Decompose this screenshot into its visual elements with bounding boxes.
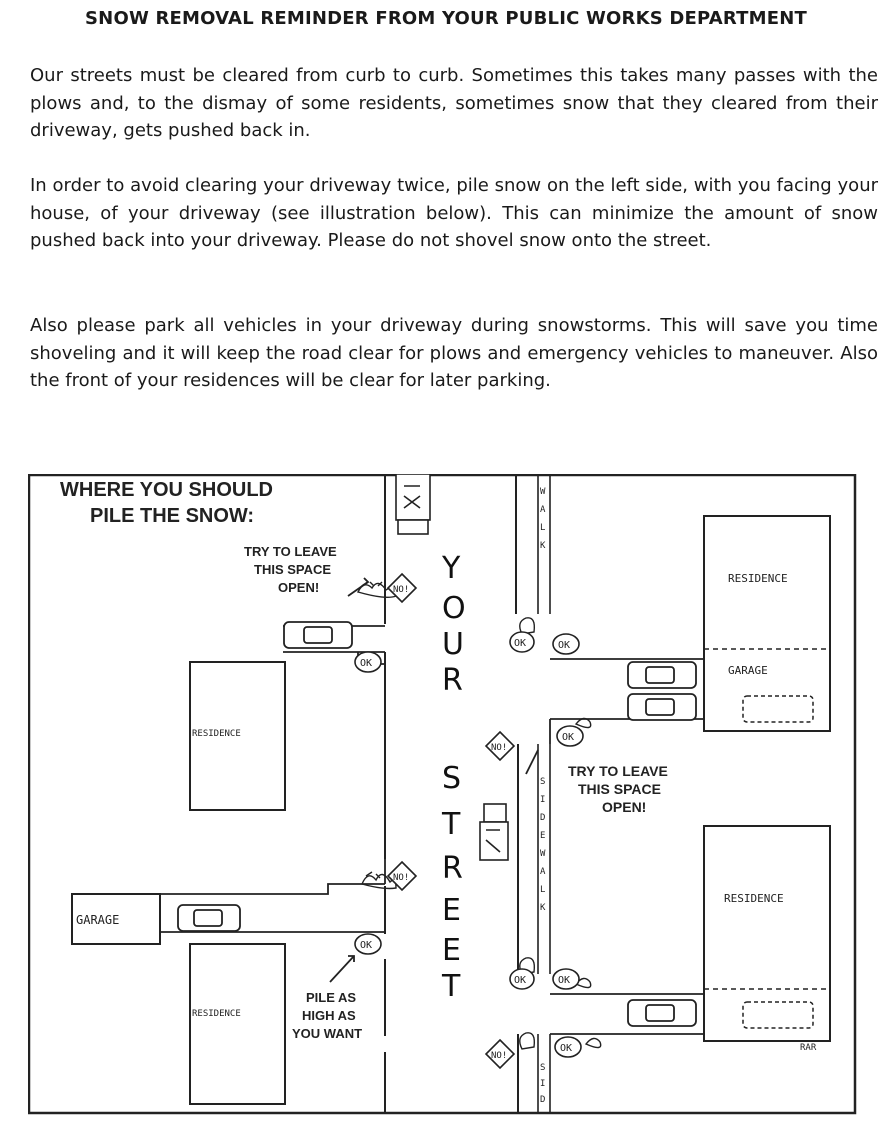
residence-left-top-label: RESIDENCE — [192, 729, 241, 739]
note-pile-line2: HIGH AS — [302, 1008, 356, 1023]
ok-badge — [355, 934, 381, 954]
svg-text:S: S — [442, 761, 462, 796]
svg-text:OK: OK — [562, 732, 575, 743]
svg-text:D: D — [540, 1095, 546, 1105]
svg-text:R: R — [442, 851, 463, 886]
svg-text:NO!: NO! — [491, 1051, 508, 1061]
artist-signature: RAR — [800, 1043, 817, 1053]
svg-text:O: O — [442, 591, 466, 626]
svg-text:L: L — [540, 523, 546, 533]
svg-text:I: I — [540, 795, 546, 805]
ok-badge — [555, 1037, 581, 1057]
illustration-heading-line2: PILE THE SNOW: — [90, 505, 255, 527]
svg-text:I: I — [540, 1079, 546, 1089]
garage-left-label: GARAGE — [76, 913, 120, 927]
svg-text:OK: OK — [560, 1043, 573, 1054]
paragraph-pile-left: In order to avoid clearing your driveway twice, pile snow on the left side, with you facing your house, of your driveway (see illustration below). This can minimize the amount of snow pushed back into your driveway. Please do not shovel snow onto the street. — [30, 175, 878, 251]
svg-text:OK: OK — [514, 975, 527, 986]
residence-right-top — [704, 516, 830, 731]
svg-text:OK: OK — [558, 975, 571, 986]
sidewalk-label-bottom — [540, 1063, 545, 1105]
snowplow-truck-middle — [480, 804, 508, 860]
note-pile-line3: YOU WANT — [292, 1026, 363, 1041]
svg-text:R: R — [442, 663, 463, 698]
svg-text:U: U — [442, 627, 464, 662]
illustration-heading-line1: WHERE YOU SHOULD — [60, 479, 273, 501]
svg-text:OK: OK — [360, 658, 373, 669]
snow-pile-illustration — [28, 474, 858, 1116]
svg-text:W: W — [540, 849, 546, 859]
residence-right-top-label: RESIDENCE — [728, 572, 788, 585]
svg-text:K: K — [540, 903, 546, 913]
svg-text:D: D — [540, 813, 546, 823]
svg-text:NO!: NO! — [491, 743, 508, 753]
svg-text:W: W — [540, 487, 546, 497]
residence-left-bottom — [190, 944, 285, 1104]
svg-text:OK: OK — [514, 638, 527, 649]
svg-text:E: E — [442, 893, 461, 928]
snowplow-truck-top — [396, 474, 430, 534]
svg-text:K: K — [540, 541, 546, 551]
paragraph-park-vehicles: Also please park all vehicles in your driveway during snowstorms. This will save you time shoveling and it will keep the road clear for plows and emergency vehicles to maneuver. Also the front of your residences will be clear for later parking. — [30, 315, 878, 391]
svg-text:OK: OK — [558, 640, 571, 651]
svg-text:NO!: NO! — [393, 585, 410, 595]
svg-text:E: E — [442, 933, 461, 968]
page-title: SNOW REMOVAL REMINDER FROM YOUR PUBLIC WORKS DEPARTMENT — [85, 8, 807, 29]
ok-badge — [355, 652, 381, 672]
note-pile-line1: PILE AS — [306, 990, 357, 1005]
svg-text:NO!: NO! — [393, 873, 410, 883]
paragraph-intro: Our streets must be cleared from curb to curb. Sometimes this takes many passes with the plows and, to the dismay of some residents, sometimes snow that they cleared from their driveway, gets pushed back in. — [30, 65, 878, 141]
svg-text:S: S — [540, 1063, 546, 1073]
note-top-line1: TRY TO LEAVE — [244, 544, 337, 559]
garage-right-top-label: GARAGE — [728, 664, 768, 677]
note-right-line3: OPEN! — [602, 799, 647, 815]
ok-badge — [510, 632, 534, 652]
residence-right-bottom — [704, 826, 830, 1041]
note-right-line2: THIS SPACE — [578, 781, 661, 797]
ok-badge — [553, 969, 579, 989]
residence-left-bottom-label: RESIDENCE — [192, 1009, 241, 1019]
svg-text:T: T — [442, 807, 461, 842]
note-right-line1: TRY TO LEAVE — [568, 763, 668, 779]
svg-text:A: A — [540, 867, 546, 877]
svg-text:L: L — [540, 885, 546, 895]
svg-text:A: A — [540, 505, 546, 515]
residence-right-bottom-label: RESIDENCE — [724, 892, 784, 905]
ok-badge — [553, 634, 579, 654]
svg-text:T: T — [442, 969, 461, 1004]
svg-text:Y: Y — [442, 551, 461, 586]
ok-badge — [557, 726, 583, 746]
svg-text:E: E — [540, 831, 546, 841]
ok-badge — [510, 969, 534, 989]
svg-text:OK: OK — [360, 940, 373, 951]
note-top-line3: OPEN! — [278, 580, 320, 595]
svg-text:S: S — [540, 777, 546, 787]
note-top-line2: THIS SPACE — [254, 562, 332, 577]
